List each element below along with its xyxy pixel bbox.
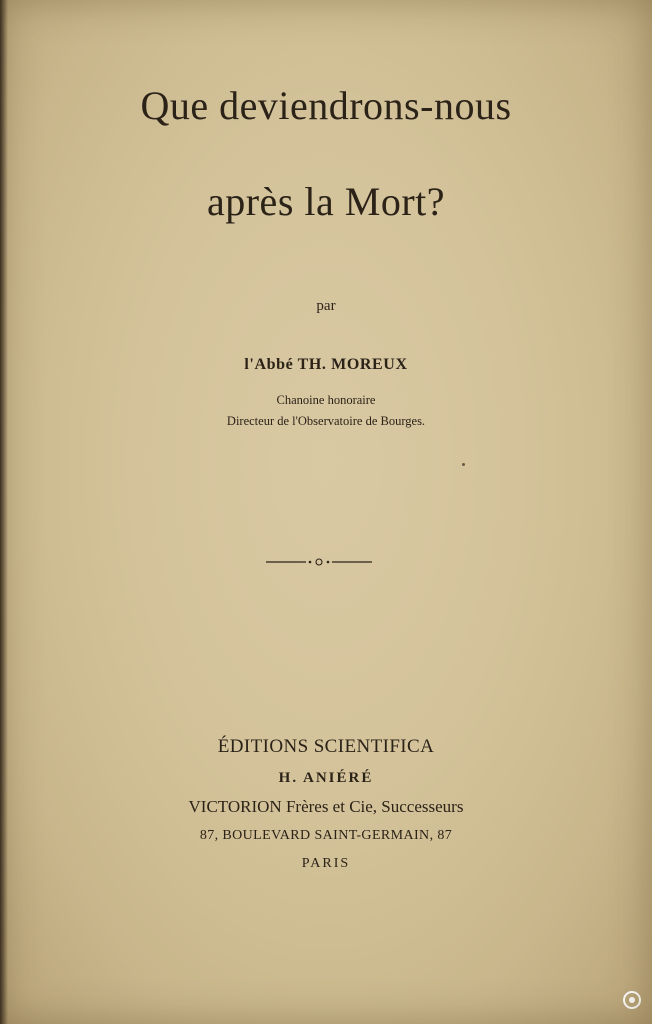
ornamental-rule-icon: [266, 556, 372, 568]
byline-par: par: [316, 298, 336, 314]
author-role-2: Directeur de l'Observatoire de Bourges.: [226, 414, 426, 428]
publisher-city: PARIS: [301, 856, 351, 871]
publisher-successors: VICTORION Frères et Cie, Successeurs: [188, 797, 464, 816]
publisher-address: 87, BOULEVARD SAINT-GERMAIN, 87: [199, 828, 453, 843]
publisher-owner: H. ANIÉRÉ: [278, 770, 374, 786]
title-line-1: Que deviendrons-nous: [140, 83, 512, 128]
author-role-1: Chanoine honoraire: [276, 393, 376, 407]
publisher-name: ÉDITIONS SCIENTIFICA: [217, 736, 435, 757]
paper-speck: [462, 463, 465, 466]
todocoleccion-watermark: [622, 988, 642, 1012]
title-line-2: après la Mort?: [206, 179, 445, 224]
author-name: l'Abbé TH. MOREUX: [244, 356, 408, 373]
todocoleccion-logo-icon: [622, 990, 642, 1010]
